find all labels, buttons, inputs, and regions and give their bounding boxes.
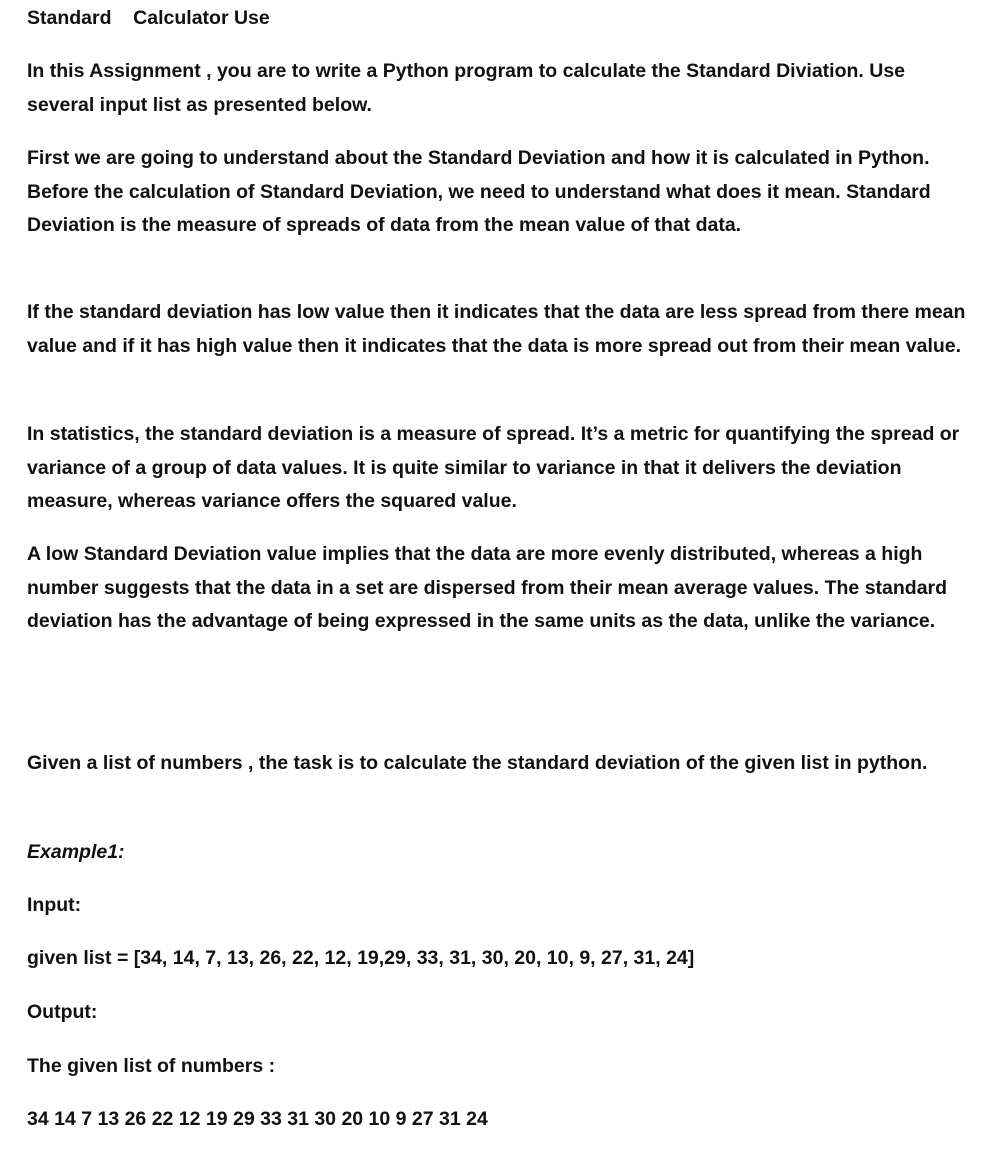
low-high-paragraph: If the standard deviation has low value then it indicates that the data are less spread from there mean value and if it has high value then it indicates that the data is more spread out from their mean value. <box>27 301 966 357</box>
input-value: given list = [34, 14, 7, 13, 26, 22, 12, 19,29, 33, 31, 30, 20, 10, 9, 27, 31, 24] <box>27 947 695 969</box>
output-label: Output: <box>27 1001 98 1023</box>
output-text: The given list of numbers : <box>27 1055 276 1077</box>
advantage-paragraph: A low Standard Deviation value implies that the data are more evenly distributed, whereas a high number suggests that the data in a set are dispersed from their mean average values. The standard deviation has the advantage of being expressed in the same units as the data, unlike the variance. <box>27 543 948 633</box>
input-label: Input: <box>27 894 82 916</box>
definition-paragraph: First we are going to understand about the Standard Deviation and how it is calculated in Python. Before the calculation of Standard Deviation, we need to understand what does it mean. Standard Deviation is the measure of spreads of data from the mean value of that data. <box>27 147 931 237</box>
statistics-paragraph: In statistics, the standard deviation is a measure of spread. It’s a metric for quantifying the spread or variance of a group of data values. It is quite similar to variance in that it delivers the deviation measure, whereas variance offers the squared value. <box>27 423 960 513</box>
intro-paragraph: In this Assignment , you are to write a Python program to calculate the Standard Diviation. Use several input list as presented below. <box>27 60 906 116</box>
example-label: Example1: <box>27 841 125 863</box>
output-numbers: 34 14 7 13 26 22 12 19 29 33 31 30 20 10 9 27 31 24 <box>27 1108 488 1130</box>
task-paragraph: Given a list of numbers , the task is to calculate the standard deviation of the given list in python. <box>27 752 928 774</box>
document-title: Standard Calculator Use <box>27 7 270 29</box>
